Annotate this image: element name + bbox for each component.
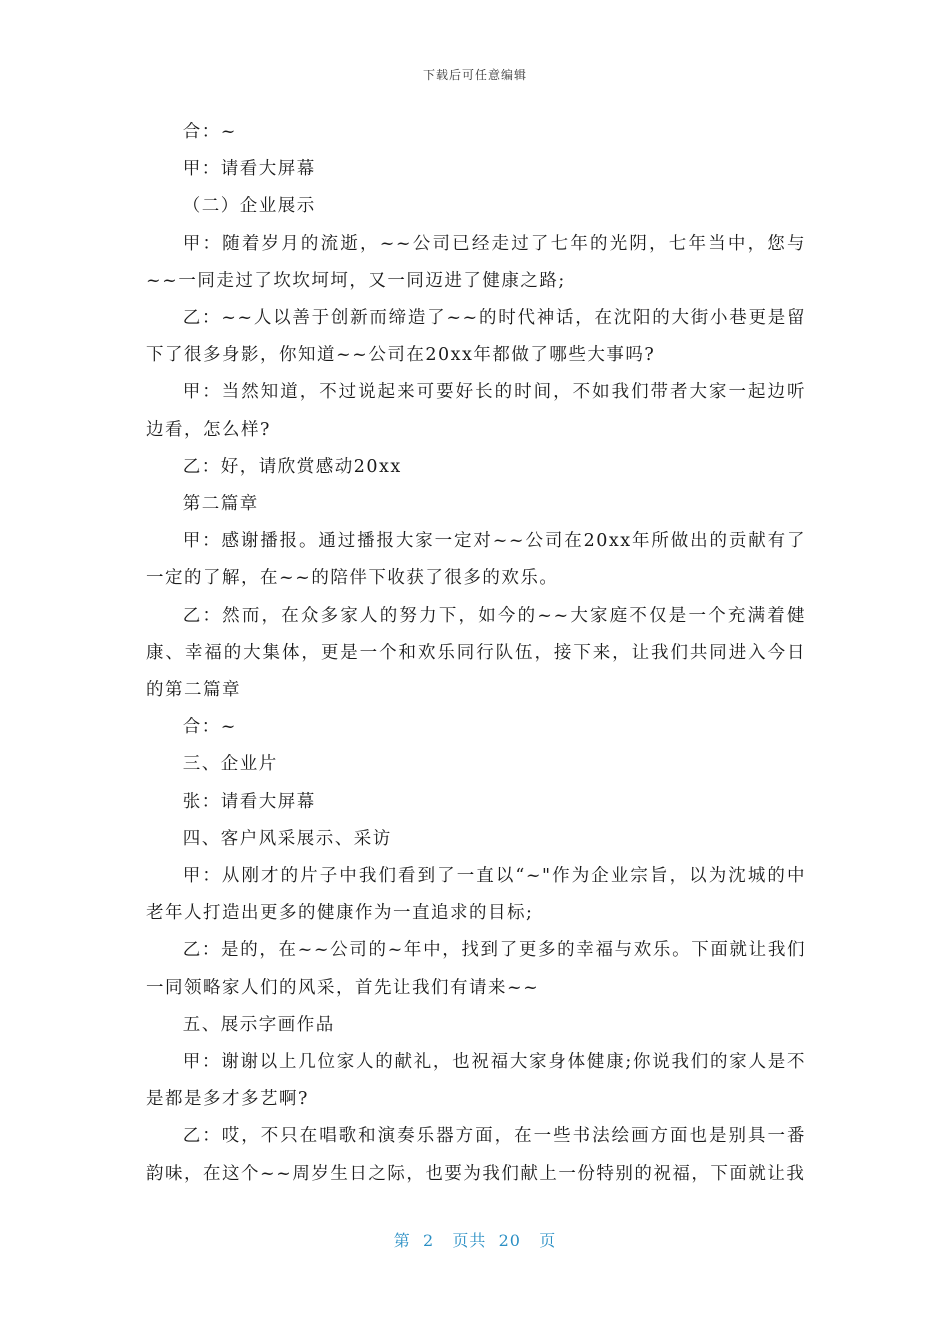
section-heading: （二）企业展示 [182,196,316,217]
document-body [146,114,806,1193]
section-heading: 三、企业片 [182,754,278,775]
paragraph: 合：~ [182,717,237,738]
paragraph: 合：~ [182,122,237,142]
page-header: 下载后可任意编辑 [422,68,527,82]
section-heading: 五、展示字画作品 [182,1014,335,1035]
section-heading: 第二篇章 [182,494,259,515]
paragraph: 乙：是的，在~~公司的~年中，找到了更多的幸福与欢乐。下面就让我们一同领略家人们的风采，首先让我们有请来~~ [146,940,806,998]
paragraph: 乙：哎，不只在唱歌和演奏乐器方面，在一些书法绘画方面也是别具一番韵味，在这个~~周岁生日之际，也要为我们献上一份特别的祝福，下面就让我 [146,1126,806,1184]
paragraph: 甲：感谢播报。通过播报大家一定对~~公司在20xx年所做出的贡献有了一定的了解，在~~的陪伴下收获了很多的欢乐。 [146,531,806,589]
paragraph: 乙：然而，在众多家人的努力下，如今的~~大家庭不仅是一个充满着健康、幸福的大集体，更是一个和欢乐同行队伍，接下来，让我们共同进入今日的第二篇章 [146,605,806,701]
page-number-footer: 第 2 页共 20 页 [393,1231,557,1250]
paragraph: 乙：好，请欣赏感动20xx [182,456,402,477]
paragraph: 甲：谢谢以上几位家人的献礼，也祝福大家身体健康;你说我们的家人是不是都是多才多艺啊? [146,1052,806,1110]
section-heading: 四、客户风采展示、采访 [182,828,392,849]
paragraph: 甲：当然知道，不过说起来可要好长的时间，不如我们带者大家一起边听边看，怎么样? [146,382,806,440]
paragraph: 甲：请看大屏幕 [182,159,316,180]
paragraph: 乙：~~人以善于创新而缔造了~~的时代神话，在沈阳的大街小巷更是留下了很多身影，你知道~~公司在20xx年都做了哪些大事吗? [146,308,806,366]
paragraph: 甲：随着岁月的流逝，~~公司已经走过了七年的光阴，七年当中，您与~~一同走过了坎坎坷坷，又一同迈进了健康之路; [146,233,806,291]
paragraph: 张：请看大屏幕 [182,791,316,812]
paragraph: 甲：从刚才的片子中我们看到了一直以“~"作为企业宗旨，以为沈城的中老年人打造出更多的健康作为一直追求的目标; [146,866,806,924]
